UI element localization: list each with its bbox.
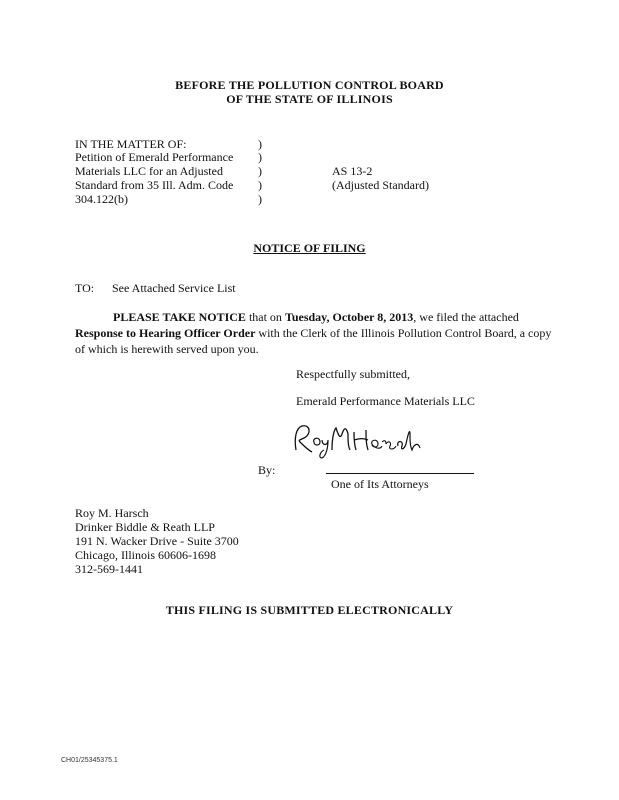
case-type: (Adjusted Standard) <box>332 178 429 192</box>
filed-document: Response to Hearing Officer Order <box>75 326 256 340</box>
case-number: AS 13-2 <box>332 164 373 178</box>
notice-title <box>0 241 619 255</box>
signature-image <box>288 420 428 460</box>
company-name: Emerald Performance Materials LLC <box>296 394 475 408</box>
caption-line: 304.122(b) <box>75 192 128 206</box>
notice-text-b: , we filed the attached <box>413 310 519 324</box>
board-heading-line2: OF THE STATE OF ILLINOIS <box>226 92 393 106</box>
caption-line: Standard from 35 Ill. Adm. Code <box>75 178 234 192</box>
address-line: Chicago, Illinois 60606-1698 <box>75 548 216 562</box>
caption-paren: ) <box>258 192 262 206</box>
notice-title-text: NOTICE OF FILING <box>253 241 366 255</box>
address-line: Drinker Biddle & Reath LLP <box>75 520 215 534</box>
address-line: 191 N. Wacker Drive - Suite 3700 <box>75 534 239 548</box>
board-heading-line1: BEFORE THE POLLUTION CONTROL BOARD <box>175 78 444 92</box>
caption-line: Materials LLC for an Adjusted <box>75 164 223 178</box>
by-label: By: <box>258 463 276 477</box>
caption-paren: ) <box>258 137 262 151</box>
caption-paren: ) <box>258 164 262 178</box>
filing-date: Tuesday, October 8, 2013 <box>284 310 414 324</box>
address-line: 312-569-1441 <box>75 562 143 576</box>
caption-paren: ) <box>258 178 262 192</box>
respectfully-submitted: Respectfully submitted, <box>296 367 410 381</box>
signature-line <box>326 473 474 474</box>
caption-line: IN THE MATTER OF: <box>75 137 187 151</box>
caption-line: Petition of Emerald Performance <box>75 150 234 164</box>
caption-paren: ) <box>258 150 262 164</box>
notice-lead: PLEASE TAKE NOTICE <box>113 310 246 324</box>
to-label: TO: <box>75 281 95 295</box>
electronic-filing-notice: THIS FILING IS SUBMITTED ELECTRONICALLY <box>165 603 454 617</box>
notice-text-c: with the Clerk of the Illinois Pollution Control Board, a copy of which is herewith served upon you. <box>75 326 552 356</box>
notice-paragraph <box>75 309 555 357</box>
address-line: Roy M. Harsch <box>75 506 149 520</box>
document-code: CH01/25345375.1 <box>61 757 118 764</box>
attorney-caption: One of Its Attorneys <box>331 477 429 491</box>
notice-text-a: that on <box>245 310 285 324</box>
to-value: See Attached Service List <box>112 281 236 295</box>
